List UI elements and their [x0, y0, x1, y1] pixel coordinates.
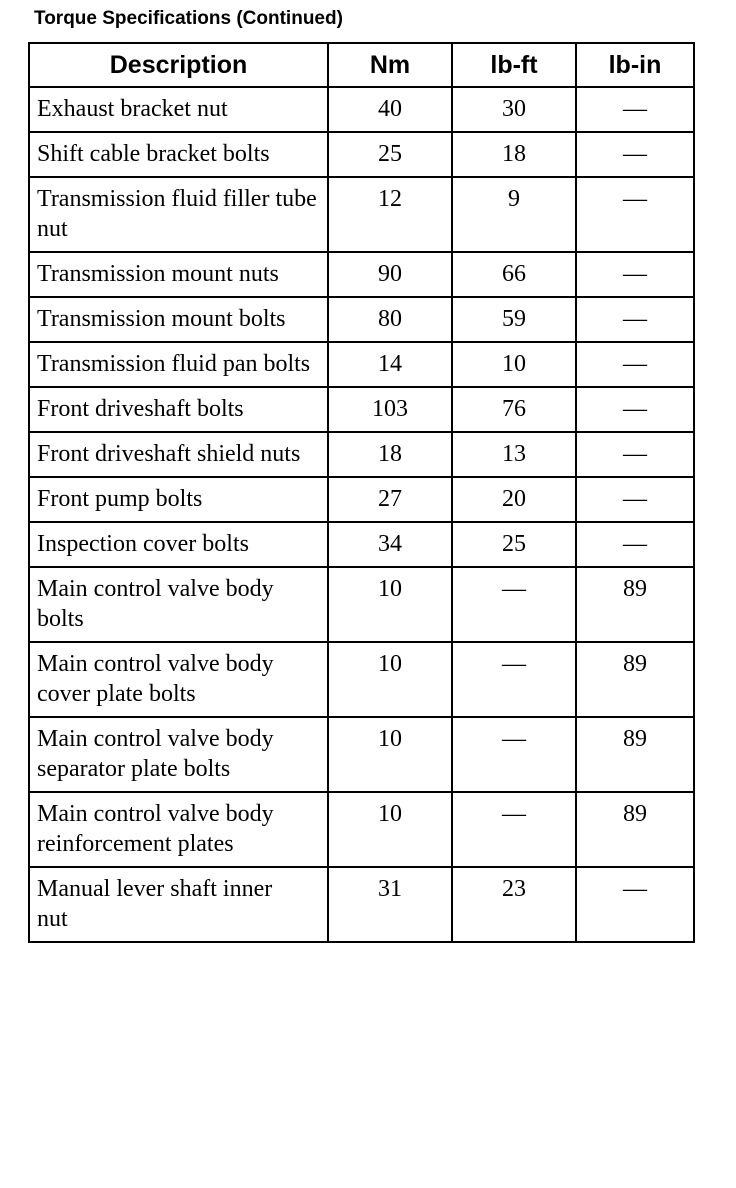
cell-lb-in: — [576, 342, 694, 387]
cell-nm: 25 [328, 132, 452, 177]
cell-nm: 10 [328, 717, 452, 792]
cell-lb-in: 89 [576, 567, 694, 642]
cell-lb-in: — [576, 387, 694, 432]
cell-nm: 31 [328, 867, 452, 942]
cell-description: Transmission mount nuts [29, 252, 328, 297]
table-row [29, 477, 694, 522]
header-nm: Nm [328, 43, 452, 87]
cell-nm: 18 [328, 432, 452, 477]
cell-description: Front driveshaft shield nuts [29, 432, 328, 477]
cell-nm: 10 [328, 567, 452, 642]
table-row [29, 342, 694, 387]
cell-description: Front pump bolts [29, 477, 328, 522]
cell-lb-ft: 10 [452, 342, 576, 387]
cell-lb-in: — [576, 522, 694, 567]
cell-lb-ft: — [452, 567, 576, 642]
torque-spec-table [28, 42, 695, 943]
cell-lb-ft: 66 [452, 252, 576, 297]
cell-lb-in: 89 [576, 792, 694, 867]
table-row [29, 252, 694, 297]
cell-lb-in: — [576, 252, 694, 297]
cell-description: Main control valve body separator plate bolts [29, 717, 328, 792]
cell-nm: 34 [328, 522, 452, 567]
cell-lb-in: — [576, 177, 694, 252]
cell-nm: 40 [328, 87, 452, 132]
cell-nm: 10 [328, 792, 452, 867]
header-description: Description [29, 43, 328, 87]
page-title: Torque Specifications (Continued) [34, 8, 343, 29]
cell-lb-in: — [576, 477, 694, 522]
cell-nm: 103 [328, 387, 452, 432]
table-row [29, 642, 694, 717]
table-row [29, 717, 694, 792]
table-row [29, 132, 694, 177]
cell-description: Transmission fluid pan bolts [29, 342, 328, 387]
cell-lb-ft: 59 [452, 297, 576, 342]
header-lb-in: lb-in [576, 43, 694, 87]
cell-lb-ft: 20 [452, 477, 576, 522]
cell-description: Main control valve body cover plate bolts [29, 642, 328, 717]
table-row [29, 522, 694, 567]
cell-lb-ft: — [452, 792, 576, 867]
table-header-row [29, 43, 694, 87]
table-row [29, 297, 694, 342]
cell-lb-ft: — [452, 642, 576, 717]
cell-description: Transmission fluid filler tube nut [29, 177, 328, 252]
cell-lb-in: 89 [576, 642, 694, 717]
cell-description: Transmission mount bolts [29, 297, 328, 342]
cell-lb-ft: 23 [452, 867, 576, 942]
cell-lb-ft: 9 [452, 177, 576, 252]
cell-description: Exhaust bracket nut [29, 87, 328, 132]
table-row [29, 387, 694, 432]
table-row [29, 432, 694, 477]
table-row [29, 567, 694, 642]
cell-lb-in: 89 [576, 717, 694, 792]
cell-lb-ft: 76 [452, 387, 576, 432]
table-row [29, 87, 694, 132]
table-row [29, 867, 694, 942]
cell-description: Shift cable bracket bolts [29, 132, 328, 177]
table-row [29, 177, 694, 252]
cell-lb-in: — [576, 297, 694, 342]
cell-nm: 80 [328, 297, 452, 342]
cell-lb-ft: 13 [452, 432, 576, 477]
cell-lb-in: — [576, 87, 694, 132]
cell-lb-ft: 30 [452, 87, 576, 132]
cell-description: Main control valve body bolts [29, 567, 328, 642]
cell-lb-in: — [576, 867, 694, 942]
cell-description: Main control valve body reinforcement plates [29, 792, 328, 867]
cell-lb-in: — [576, 132, 694, 177]
cell-nm: 27 [328, 477, 452, 522]
cell-lb-ft: — [452, 717, 576, 792]
cell-description: Front driveshaft bolts [29, 387, 328, 432]
cell-nm: 12 [328, 177, 452, 252]
header-lb-ft: lb-ft [452, 43, 576, 87]
table-row [29, 792, 694, 867]
cell-lb-ft: 25 [452, 522, 576, 567]
cell-nm: 90 [328, 252, 452, 297]
cell-description: Inspection cover bolts [29, 522, 328, 567]
cell-nm: 14 [328, 342, 452, 387]
cell-lb-ft: 18 [452, 132, 576, 177]
cell-lb-in: — [576, 432, 694, 477]
cell-description: Manual lever shaft inner nut [29, 867, 328, 942]
cell-nm: 10 [328, 642, 452, 717]
